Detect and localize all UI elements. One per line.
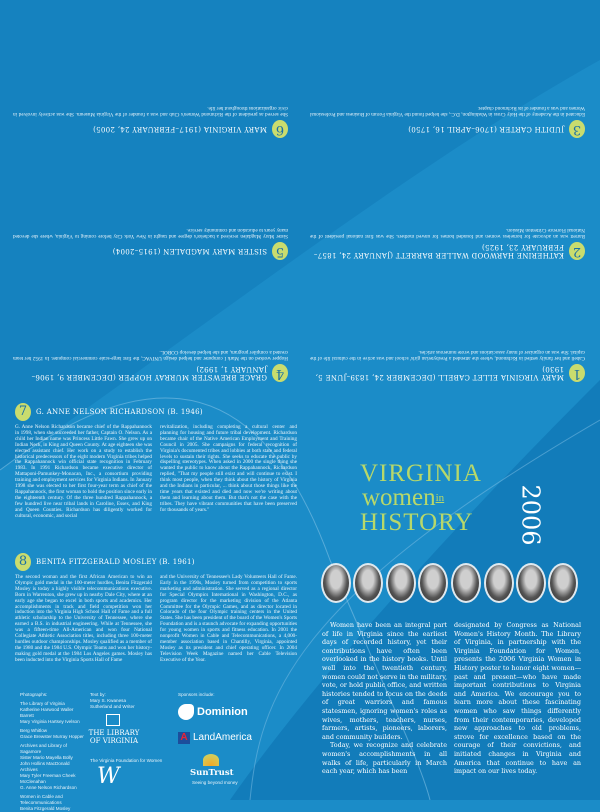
section-text: Sister Mary Magdalen received a bachelor's degree and taught in New York City before coming to Virginia, where she devoted many years to education and community service. (13, 227, 288, 239)
section-heading: KATHERINE HARWOOD WALLER BARRETT (JANUARY 24, 1857–FEBRUARY 23, 1925) (313, 243, 564, 260)
suntrust-logo: SunTrust (190, 768, 234, 778)
intro-paragraph-3: designated by Congress as National Women's History Month. The Library of Virginia, in partnership with the Virginia Foundation for Women, presents the 2006 Virginia Women in History poster to honor eight women—past and present—who have made important contributions to Virginia and America. We encourage you to learn more about these fascinating women who saw things differently from their contemporaries, developed new approaches to old problems, strove for excellence based on the courage of their convictions, and initiated changes in Virginia and America that continue to have an impact on our lives today. (454, 621, 581, 776)
section-7 (15, 403, 297, 520)
intro-col2 (454, 621, 581, 776)
section-number: 7 (15, 403, 31, 421)
suntrust-tagline: Seeing beyond money (192, 780, 238, 785)
section-6 (13, 104, 288, 138)
section-number: 3 (569, 120, 585, 138)
library-of-virginia-logo-icon (106, 714, 120, 726)
inverted-sections (0, 0, 600, 400)
vfw-w-logo-icon: W (97, 764, 120, 789)
credit-line: G. Anne Nelson Richardson (20, 785, 77, 790)
sponsors-label: Sponsors include: (178, 692, 215, 697)
portrait-5 (451, 563, 481, 603)
section-heading: MARY VIRGINIA ELLET CABELL (DECEMBER 24, 1839–JUNE 5, 1930) (315, 365, 564, 382)
section-text-col2: and the University of Tennessee's Lady Volunteers Hall of Fame. Early in the 1990s, Mosley turned from competition to sports marketing and administration. She served as a regional director for Special Olympics International in Washington, D.C., as program director for the marketing division of the Atlanta Committee for the Olympic Games, and as director located in Colorado of the four Olympic training centers in the United States. She has been president of the board of the Women's Sports Foundation and is a staunch advocate for expanding opportunities for young women in sports and fitness education. In 2001 the nonprofit Women in Cable and Telecommunications, a 4,000-member association based in Chantilly, Virginia, appointed Mosley as its president and chief operating officer. In 2004 Television Week Magazine named her Cable Television Executive of the Year. (160, 574, 297, 663)
section-text-col1: G. Anne Nelson Richardson became chief of the Rappahannock in 1998, when she succeeded her father, Captain O. Nelson. As a child her Indian name was Princess Little Fawn. She grew up on Indian Neck, in King and Queen County. At age eighteen she was elected assistant chief. Her work on a study to establish the historical predecessors of the eight modern Virginia tribes helped the Rappahannock win official state recognition in February 1983. In 1991 Richardson became executive director of Mattaponi-Pamunkey-Monacan, Inc., a consortium providing training and employment services for Virginia Indians. In January 1998 she was elected to her first four-year term as chief of the Rappahannock, the first woman to hold the position since early in the eighteenth century. Of the three hundred Rappahannock, a few hundred live near tribal lands in Caroline, Essex, and King and Queen Counties. Richardson has diligently worked for cultural, economic, and social (15, 424, 152, 519)
credit-line: John Hollins MacDonald Archives (20, 761, 70, 772)
credit-line: Mary Tyler Freeman Cheek McClenahan (20, 773, 76, 784)
portrait-4 (418, 563, 448, 603)
intro-paragraph-2: Today, we recognize and celebrate women's accomplishments in all walks of life, particularly in March each year, which has been (322, 741, 447, 776)
vfw-label: The Virginia Foundation for Women (90, 758, 163, 763)
dominion-logo: Dominion (197, 706, 248, 718)
portrait-1 (321, 563, 351, 603)
section-number: 4 (272, 364, 288, 382)
landamerica-logo: LandAmerica (193, 732, 252, 743)
section-text: Cabell and her family settled in Richmond, where she attended a Presbyterian girls' school and was active in the cultural life of the capital. She was an organizer of many associations and wrote numerous articles. (310, 349, 585, 361)
section-number: 6 (272, 120, 288, 138)
section-number: 5 (272, 242, 288, 260)
suntrust-sun-icon (203, 754, 219, 766)
credit-line: Benita Fitzgerald Mosley (20, 806, 71, 811)
section-heading: BENITA FITZGERALD MOSLEY (B. 1961) (36, 557, 195, 566)
section-text: Educated in the Academy of the Holy Cross in Washington, D.C., she helped found the Virginia Forum of Business and Professional Women and was a founder of its Richmond chapter. (310, 105, 585, 117)
section-4 (13, 348, 288, 382)
credit-line: Mary Virginia Hartsey Ivelson (20, 719, 80, 724)
title-women: women (362, 484, 436, 511)
portrait-3 (386, 563, 416, 603)
section-8 (15, 553, 297, 664)
section-text-col2: revitalization, including completing a cultural center and planning for housing and future tribal development. Richardson became chair of the Native American Employment and Training Council in 2005. She campaigns for federal recognition of Virginia's documented tribes and lobbies at both state and federal levels to sustain their rights. She seeks to educate the public by dispelling stereotypes. When asked in 2000 the single thing she wanted the public to know about the Rappahannock, Richardson replied, "That my people still exist and will continue to exist. I think most people, when they think about the history of Virginia and the Indians in particular, ... think about those things like the time years that existed and died and now we're writing about them and learning about them. But that's not the case with the tribes. They have vibrant communities that have been preserved for thousands of years." (160, 424, 297, 513)
portrait-6 (484, 563, 514, 603)
credit-line: Sister Mario Mayella Bolly (20, 755, 73, 760)
portrait-2 (353, 563, 383, 603)
section-text: She served as president of the Richmond Women's Club and was a founder of the Virginia Museum. She was actively involved in civic organizations throughout her life. (13, 105, 288, 117)
section-1 (310, 348, 585, 382)
credit-line: Grace Brewster Murray Hopper (20, 734, 84, 739)
section-heading: GRACE BREWSTER MURRAY HOPPER (DECEMBER 9, 1906–JANUARY 1, 1992) (31, 365, 267, 382)
library-of-virginia-logo: THE LIBRARY OF VIRGINIA (88, 729, 140, 745)
intro-paragraph-1: Women have been an integral part of life in Virginia since the earliest days of recorded history, yet their contributions have often been overlooked in the history books. Until well into the twentieth century, women could not serve in the military, vote, or hold public office, and written histories tended to focus on the deeds of great warriors and famous statesmen, ignoring women's roles as wives, mothers, teachers, nurses, farmers, artists, pioneers, laborers, and community builders. (322, 621, 447, 741)
title-virginia: VIRGINIA (360, 460, 482, 487)
credits-label: Text by: (90, 692, 106, 697)
section-heading: MARY VIRGINIA (1917–FEBRUARY 24, 2005) (92, 125, 267, 134)
section-heading: JUDITH CARTER (1706–APRIL 16, 1750) (407, 125, 564, 134)
title-in: in (435, 492, 445, 504)
credits-label: Photographs: (20, 692, 48, 697)
title-history: HISTORY (360, 509, 474, 536)
section-text-col1: The second woman and the first African American to win an Olympic gold medal in the 100-meter hurdles, Benita Fitzgerald Mosley is today a highly visible telecommunications executive. Born in Warrenton, she grew up in nearby Dale City, where at an early age she began to excel in both sports and academics. Her accomplishments in track and field competition won her induction into the Virginia High School Hall of Fame and a full athletic scholarship to the University of Tennessee, where she earned a B.S. in industrial engineering. While at Tennessee, she was a fifteen-time All-American and won four National Collegiate Athletic Association titles, including three 100-meter hurdles outdoor championships. Mosley qualified as a member of the 1980 and the 1984 U.S. Olympic Teams and won her history-making gold medal at the 1984 Los Angeles games. Mosley has been inducted into the Virginia Sports Hall of Fame (15, 574, 152, 663)
portrait-7 (516, 563, 546, 603)
credit-line: Sutherland and Writer (90, 704, 135, 709)
credit-line: Mary S. Kwanesa (90, 698, 126, 703)
credit-line: Women in Cable and Telecommunications (20, 794, 63, 805)
section-2 (310, 226, 585, 260)
credit-line: Berg Whitlow (20, 728, 48, 733)
photo-credits (20, 692, 84, 812)
portrait-8 (548, 563, 578, 603)
dominion-logo-icon (178, 704, 194, 720)
intro-col1 (322, 621, 447, 776)
landamerica-logo-icon: A (178, 732, 190, 744)
credit-line: Katherine Harwood Waller Barrett (20, 707, 74, 718)
credit-line: The Library of Virginia (20, 701, 65, 706)
section-heading: SISTER MARY MAGDALEN (1915–2004) (112, 247, 267, 256)
section-number: 2 (569, 242, 585, 260)
title-year: 2006 (516, 484, 545, 546)
section-3 (310, 104, 585, 138)
section-5 (13, 226, 288, 260)
section-text: Barrett was an advocate for homeless women and founded homes for unwed mothers. She was first national president of the National Florence Crittenton Mission. (310, 227, 585, 239)
section-heading: G. ANNE NELSON RICHARDSON (B. 1946) (36, 407, 203, 416)
title-women-line (362, 486, 444, 510)
section-number: 8 (15, 553, 31, 571)
section-text: Hopper worked on the Mark I computer and helped design UNIVAC, the first large-scale commercial computer. In 1952 her team created a compiler program, and she helped develop COBOL. (13, 349, 288, 361)
text-credits (90, 692, 160, 710)
credit-line: Archives and Library of Sagamore (20, 743, 67, 754)
section-number: 1 (569, 364, 585, 382)
